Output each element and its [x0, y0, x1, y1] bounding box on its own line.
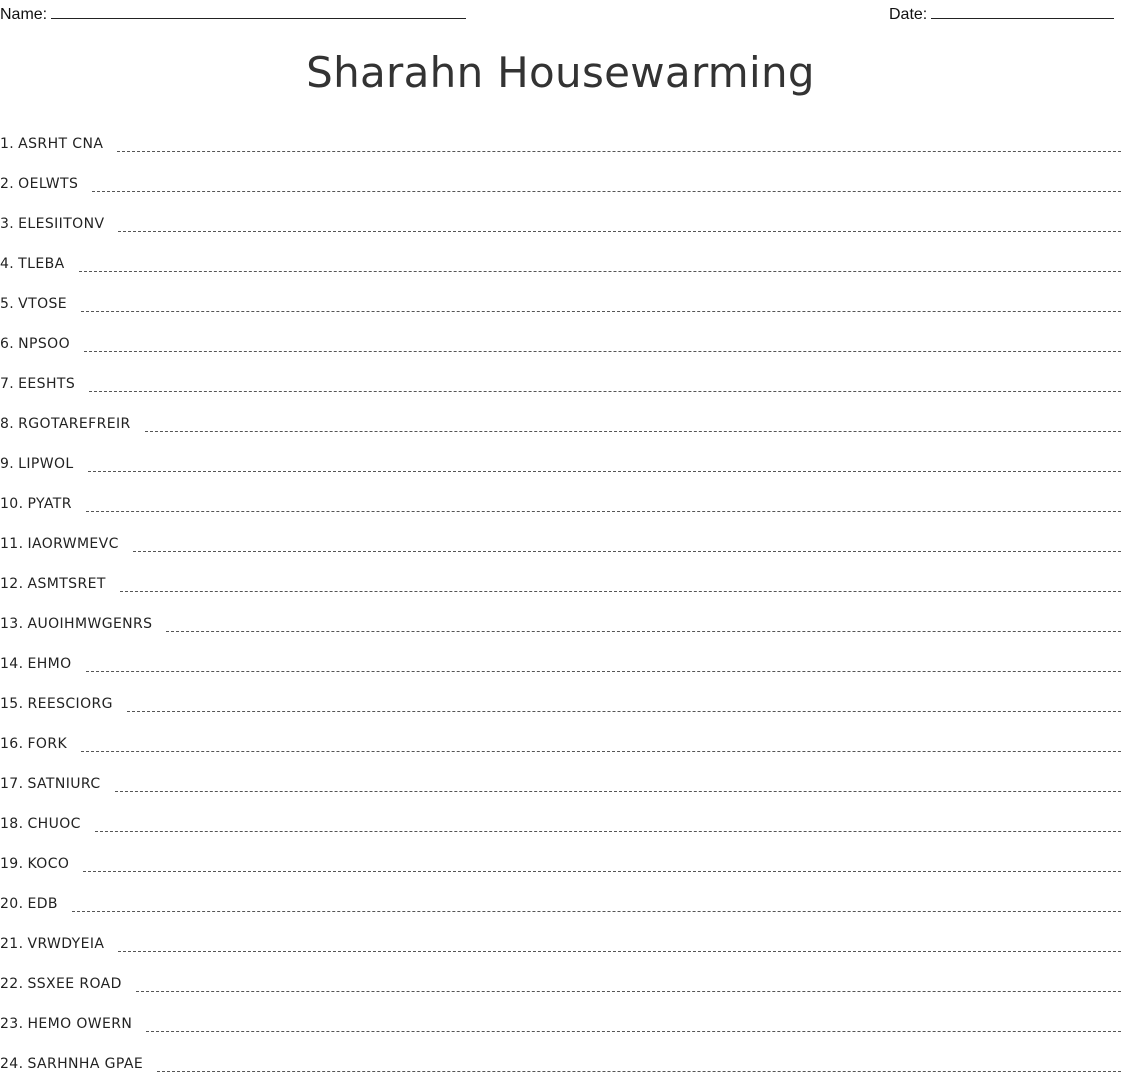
- question-number: 14.: [0, 656, 24, 672]
- question-row: [0, 251, 1121, 291]
- question-row: [0, 531, 1121, 571]
- answer-line[interactable]: [117, 151, 1121, 152]
- scrambled-word: REESCIORG: [27, 696, 113, 712]
- question-row: [0, 771, 1121, 811]
- scrambled-word: AUOIHMWGENRS: [27, 616, 153, 632]
- scrambled-word: SSXEE ROAD: [27, 976, 122, 992]
- question-label: [0, 416, 131, 432]
- question-label: [0, 296, 67, 312]
- scrambled-word: FORK: [27, 736, 68, 752]
- question-label: [0, 776, 101, 792]
- question-row: [0, 1011, 1121, 1051]
- date-field: [889, 4, 1114, 24]
- scrambled-word: ASRHT CNA: [18, 136, 104, 152]
- question-row: [0, 331, 1121, 371]
- question-number: 16.: [0, 736, 24, 752]
- question-row: [0, 371, 1121, 411]
- question-label: [0, 616, 152, 632]
- answer-line[interactable]: [118, 951, 1121, 952]
- question-number: 4.: [0, 256, 15, 272]
- scrambled-word: VTOSE: [18, 296, 68, 312]
- answer-line[interactable]: [86, 511, 1121, 512]
- question-row: [0, 691, 1121, 731]
- question-row: [0, 1051, 1121, 1091]
- scrambled-word: NPSOO: [18, 336, 71, 352]
- question-number: 20.: [0, 896, 24, 912]
- question-label: [0, 536, 119, 552]
- question-row: [0, 131, 1121, 171]
- question-row: [0, 411, 1121, 451]
- scrambled-word: CHUOC: [27, 816, 81, 832]
- scrambled-word: SARHNHA GPAE: [27, 1056, 144, 1072]
- scrambled-word: TLEBA: [18, 256, 65, 272]
- question-number: 2.: [0, 176, 15, 192]
- scrambled-word: SATNIURC: [27, 776, 101, 792]
- question-label: [0, 1056, 143, 1072]
- question-number: 5.: [0, 296, 15, 312]
- question-label: [0, 656, 72, 672]
- question-row: [0, 491, 1121, 531]
- question-number: 11.: [0, 536, 24, 552]
- answer-line[interactable]: [146, 1031, 1121, 1032]
- question-row: [0, 651, 1121, 691]
- answer-line[interactable]: [95, 831, 1121, 832]
- scrambled-word: ASMTSRET: [27, 576, 106, 592]
- scrambled-word: LIPWOL: [18, 456, 74, 472]
- question-row: [0, 451, 1121, 491]
- answer-line[interactable]: [89, 391, 1121, 392]
- name-blank-line[interactable]: [51, 4, 466, 19]
- question-row: [0, 571, 1121, 611]
- answer-line[interactable]: [136, 991, 1121, 992]
- name-field: [0, 4, 466, 24]
- answer-line[interactable]: [166, 631, 1121, 632]
- answer-line[interactable]: [72, 911, 1121, 912]
- question-label: [0, 856, 69, 872]
- answer-line[interactable]: [86, 671, 1121, 672]
- scrambled-word: VRWDYEIA: [27, 936, 105, 952]
- question-number: 6.: [0, 336, 15, 352]
- answer-line[interactable]: [120, 591, 1121, 592]
- scrambled-word: EHMO: [27, 656, 72, 672]
- question-label: [0, 816, 81, 832]
- question-number: 21.: [0, 936, 24, 952]
- answer-line[interactable]: [115, 791, 1121, 792]
- question-number: 17.: [0, 776, 24, 792]
- question-label: [0, 456, 74, 472]
- answer-line[interactable]: [81, 751, 1121, 752]
- question-row: [0, 851, 1121, 891]
- question-label: [0, 976, 122, 992]
- question-label: [0, 376, 75, 392]
- question-list: [0, 131, 1121, 1091]
- scrambled-word: KOCO: [27, 856, 70, 872]
- question-number: 10.: [0, 496, 24, 512]
- question-number: 18.: [0, 816, 24, 832]
- answer-line[interactable]: [127, 711, 1121, 712]
- scrambled-word: IAORWMEVC: [27, 536, 119, 552]
- scrambled-word: OELWTS: [18, 176, 79, 192]
- question-number: 1.: [0, 136, 15, 152]
- question-label: [0, 216, 104, 232]
- question-label: [0, 336, 70, 352]
- question-number: 7.: [0, 376, 15, 392]
- question-label: [0, 256, 65, 272]
- answer-line[interactable]: [145, 431, 1121, 432]
- question-row: [0, 891, 1121, 931]
- question-label: [0, 1016, 132, 1032]
- question-number: 24.: [0, 1056, 24, 1072]
- answer-line[interactable]: [92, 191, 1121, 192]
- answer-line[interactable]: [157, 1071, 1121, 1072]
- answer-line[interactable]: [84, 351, 1121, 352]
- scrambled-word: RGOTAREFREIR: [18, 416, 131, 432]
- date-blank-line[interactable]: [931, 4, 1114, 19]
- scrambled-word: HEMO OWERN: [27, 1016, 133, 1032]
- question-row: [0, 611, 1121, 651]
- answer-line[interactable]: [133, 551, 1121, 552]
- scrambled-word: ELESIITONV: [18, 216, 105, 232]
- question-label: [0, 696, 113, 712]
- answer-line[interactable]: [83, 871, 1121, 872]
- question-label: [0, 736, 67, 752]
- answer-line[interactable]: [79, 271, 1121, 272]
- question-row: [0, 931, 1121, 971]
- scrambled-word: PYATR: [27, 496, 72, 512]
- name-label: Name:: [0, 6, 48, 23]
- question-label: [0, 176, 78, 192]
- scrambled-word: EDB: [27, 896, 58, 912]
- question-row: [0, 971, 1121, 1011]
- scrambled-word: EESHTS: [18, 376, 76, 392]
- question-number: 8.: [0, 416, 15, 432]
- answer-line[interactable]: [88, 471, 1121, 472]
- date-label: Date:: [889, 6, 928, 23]
- question-row: [0, 731, 1121, 771]
- question-row: [0, 291, 1121, 331]
- question-number: 9.: [0, 456, 15, 472]
- question-label: [0, 896, 58, 912]
- question-number: 13.: [0, 616, 24, 632]
- question-label: [0, 136, 103, 152]
- question-row: [0, 171, 1121, 211]
- question-row: [0, 811, 1121, 851]
- question-number: 22.: [0, 976, 24, 992]
- question-number: 19.: [0, 856, 24, 872]
- question-label: [0, 936, 104, 952]
- answer-line[interactable]: [118, 231, 1121, 232]
- question-number: 3.: [0, 216, 15, 232]
- question-row: [0, 211, 1121, 251]
- question-number: 23.: [0, 1016, 24, 1032]
- question-label: [0, 496, 72, 512]
- question-number: 15.: [0, 696, 24, 712]
- question-number: 12.: [0, 576, 24, 592]
- answer-line[interactable]: [81, 311, 1121, 312]
- page-title: Sharahn Housewarming: [306, 48, 815, 97]
- question-label: [0, 576, 106, 592]
